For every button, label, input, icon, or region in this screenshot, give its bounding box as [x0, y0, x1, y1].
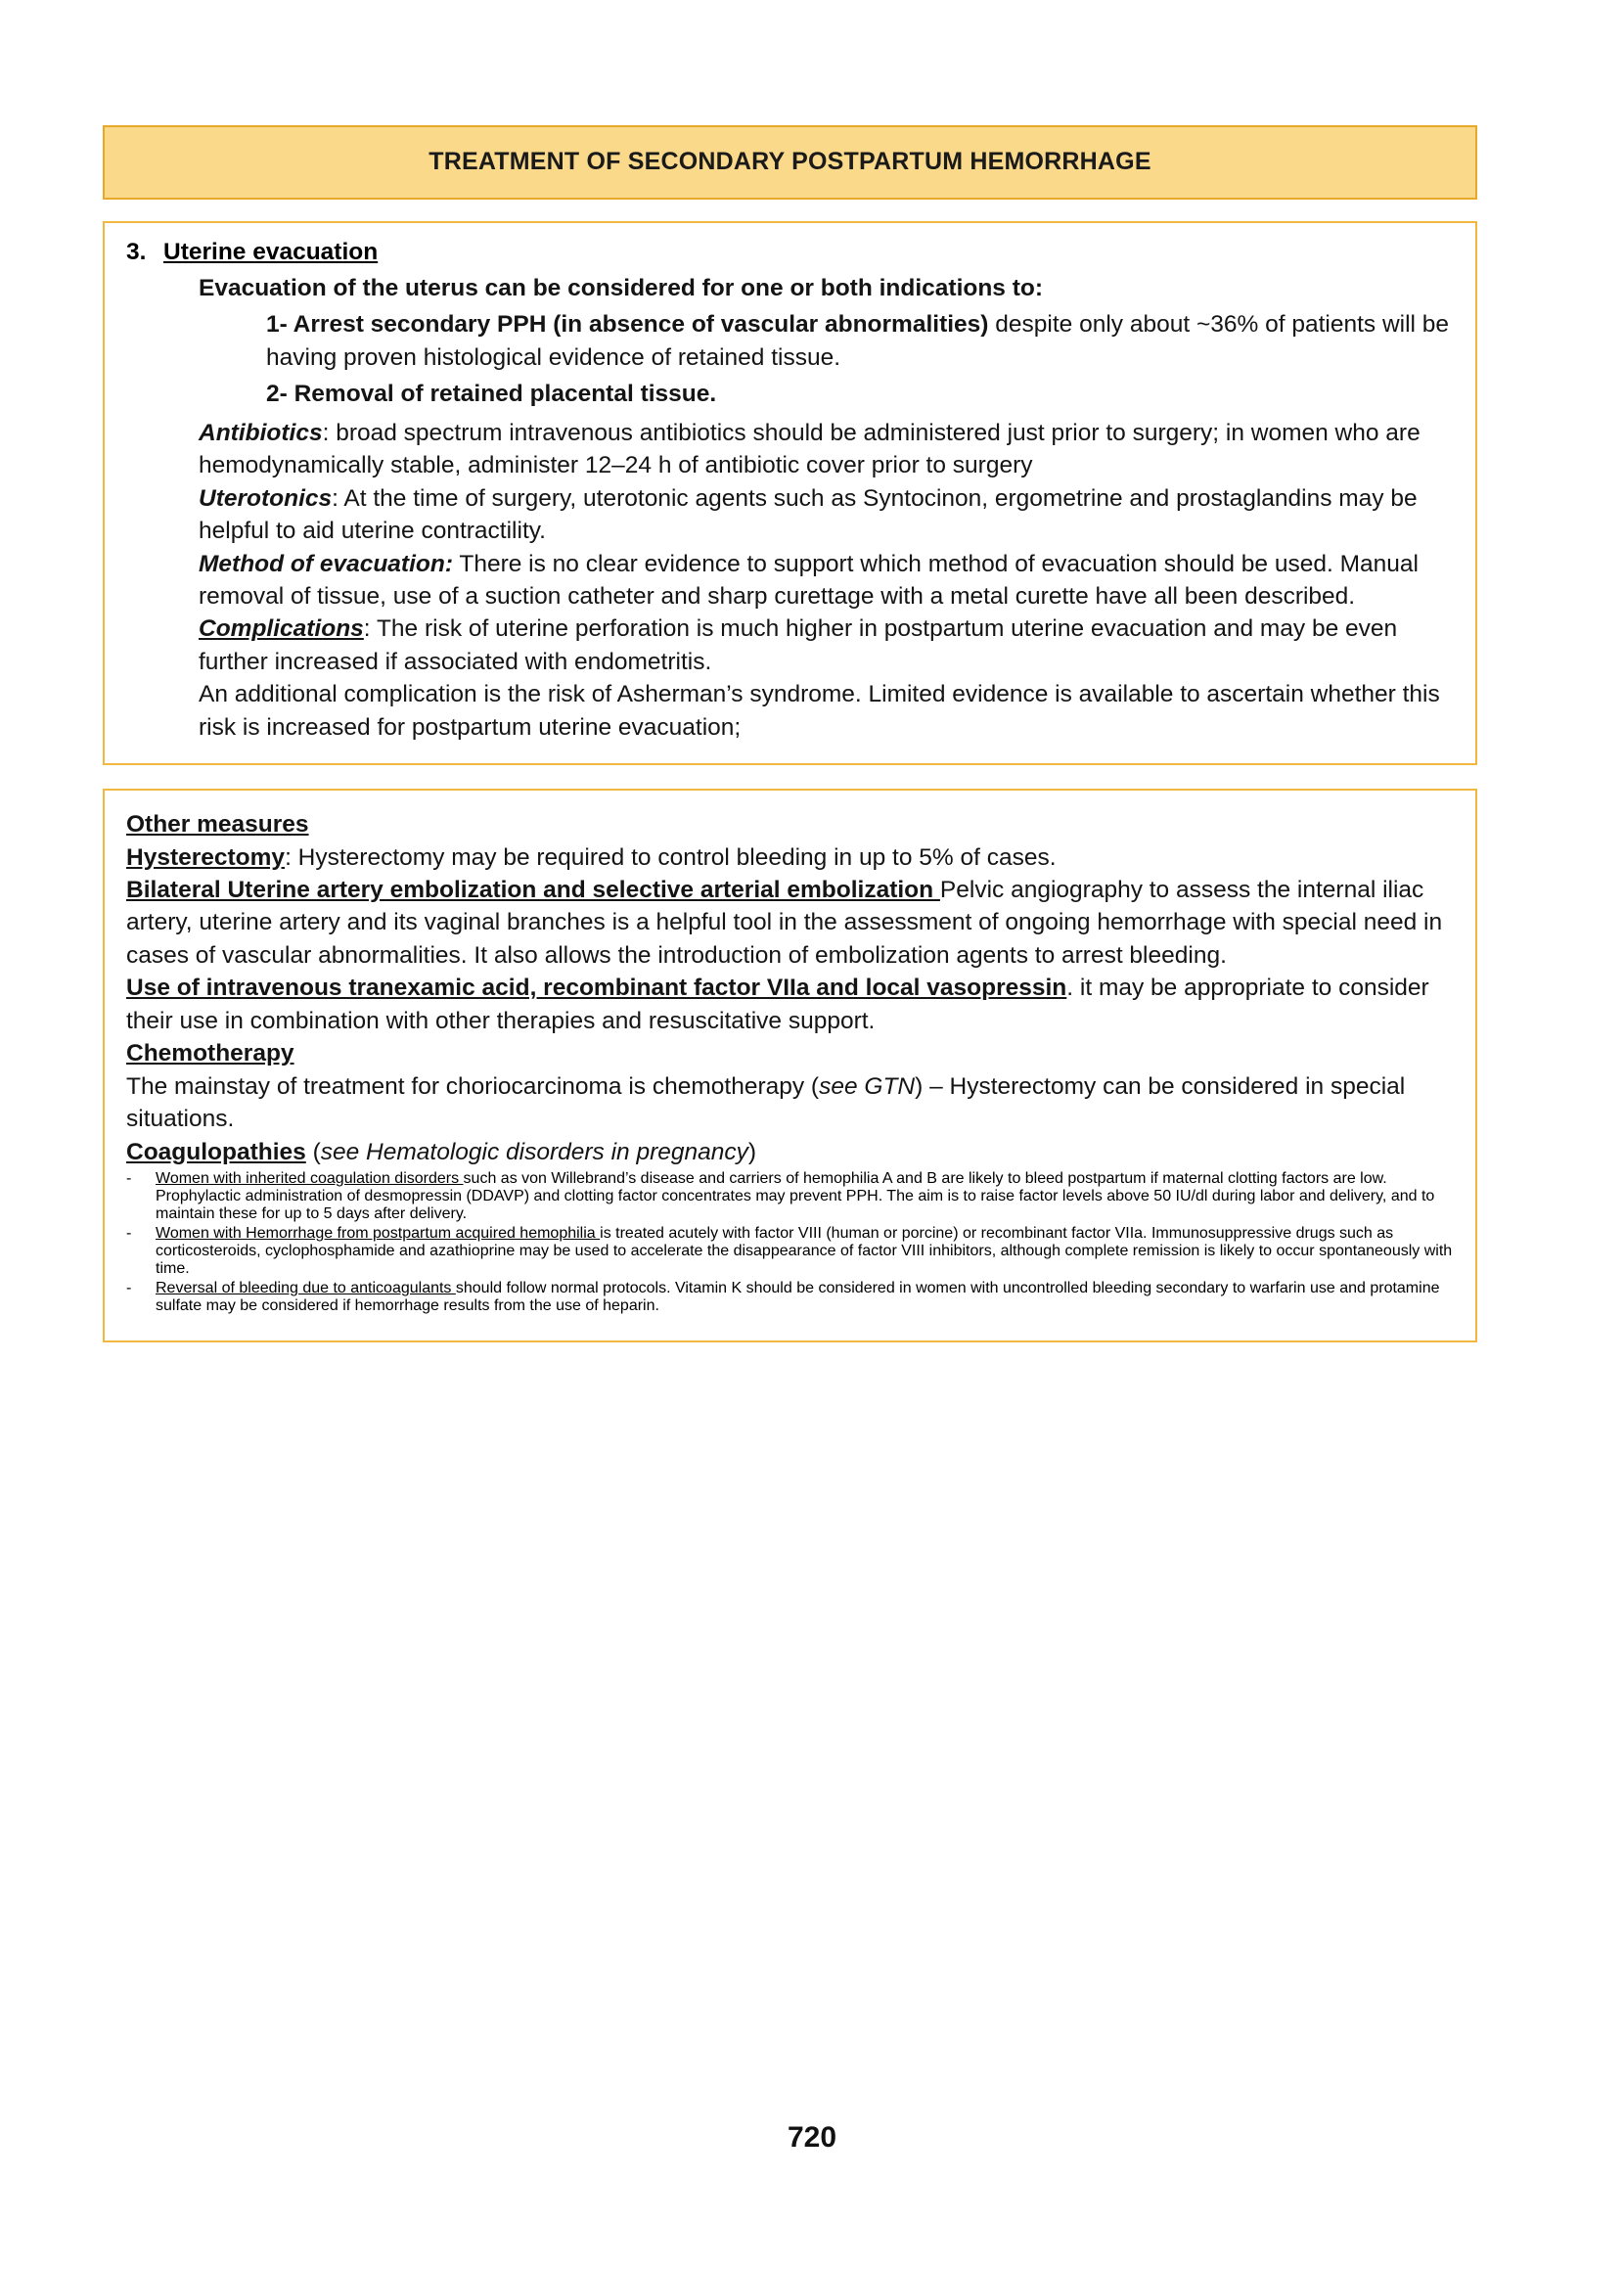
antibiotics-paragraph — [199, 417, 1454, 482]
other-measures-heading: Other measures — [126, 811, 309, 839]
page-title-banner: TREATMENT OF SECONDARY POSTPARTUM HEMORRHAGE — [103, 125, 1477, 200]
bullet-body — [156, 1225, 1454, 1278]
coagulopathies-italic: see Hematologic disorders in pregnancy — [320, 1138, 748, 1165]
bullet-underlined: Women with inherited coagulation disorders — [156, 1169, 464, 1187]
hysterectomy-text: : Hysterectomy may be required to control bleeding in up to 5% of cases. — [285, 843, 1057, 871]
embolization-paragraph — [126, 874, 1454, 972]
chemotherapy-italic: see GTN — [819, 1072, 916, 1100]
uterotonics-paragraph — [199, 482, 1454, 548]
coagulopathies-paren-close: ) — [747, 1138, 757, 1165]
chemotherapy-text-1: The mainstay of treatment for choriocarcinoma is chemotherapy ( — [126, 1072, 820, 1100]
embolization-text: Pelvic angiography to assess the internal iliac artery, uterine artery and its vaginal branches is a helpful tool in the assessment of ongoing hemorrhage with special need in cases of vascular abnormalities. It also allows the introduction of embolization agents to arrest bleeding. — [126, 877, 1443, 969]
chemotherapy-text-2: ) – Hysterectomy can be considered in special situations. — [126, 1072, 1406, 1133]
bullet-dash: - — [126, 1279, 132, 1296]
antibiotics-label: Antibiotics — [199, 419, 323, 446]
uterotonics-label: Uterotonics — [199, 484, 333, 512]
tranexamic-label: Use of intravenous tranexamic acid, recombinant factor VIIa and local vasopressin — [126, 975, 1067, 1002]
tranexamic-text: . it may be appropriate to consider their use in combination with other therapies and resuscitative support. — [126, 975, 1429, 1034]
method-paragraph — [199, 548, 1454, 613]
uterine-evacuation-box — [103, 221, 1477, 765]
section-number: 3. — [126, 239, 147, 265]
complications-text: : The risk of uterine perforation is much higher in postpartum uterine evacuation and may be even further increased if associated with endometritis. — [199, 615, 1398, 675]
chemotherapy-paragraph — [126, 1070, 1454, 1136]
list-item — [126, 1225, 1454, 1278]
bullet-underlined: Women with Hemorrhage from postpartum acquired hemophilia — [156, 1224, 601, 1242]
indication-1 — [266, 308, 1454, 374]
bullet-text: should follow normal protocols. Vitamin K should be considered in women with uncontrolled bleeding secondary to warfarin use and protamine sulfate may be considered if hemorrhage results from the use of heparin. — [156, 1279, 1440, 1314]
bullet-dash: - — [126, 1169, 132, 1187]
coagulopathies-heading — [126, 1136, 1454, 1168]
uterine-intro: Evacuation of the uterus can be considered for one or both indications to: — [199, 275, 1044, 301]
method-text: There is no clear evidence to support which method of evacuation should be used. Manual removal of tissue, use of a suction catheter and sharp curettage with a metal curette have all been described. — [199, 550, 1419, 610]
other-measures-box — [103, 789, 1477, 1342]
bullet-text: such as von Willebrand’s disease and carriers of hemophilia A and B are likely to bleed postpartum if maternal clotting factors are low. Prophylactic administration of desmopressin (DDAVP) and clotting factor concentrates may prevent PPH. The aim is to raise factor levels above 50 IU/dl during labor and delivery, and to maintain these for up to 5 days after delivery. — [156, 1169, 1435, 1222]
indication-2: 2- Removal of retained placental tissue. — [266, 381, 717, 408]
section-title: Uterine evacuation — [163, 239, 379, 265]
bullet-body — [156, 1170, 1454, 1223]
list-item — [126, 1280, 1454, 1315]
additional-complication-paragraph: An additional complication is the risk of Asherman’s syndrome. Limited evidence is available to ascertain whether this risk is increased for postpartum uterine evacuation; — [199, 681, 1440, 741]
tranexamic-paragraph — [126, 972, 1454, 1037]
method-label: Method of evacuation: — [199, 550, 453, 577]
indication-1-bold: 1- Arrest secondary PPH (in absence of vascular abnormalities) — [266, 311, 989, 339]
antibiotics-text: : broad spectrum intravenous antibiotics should be administered just prior to surgery; in women who are hemodynamically stable, administer 12–24 h of antibiotic cover prior to surgery — [199, 419, 1421, 479]
page-number: 720 — [787, 2121, 837, 2154]
embolization-label: Bilateral Uterine artery embolization and selective arterial embolization — [126, 877, 940, 903]
indication-1-rest: despite only about ~36% of patients will be having proven histological evidence of retained tissue. — [266, 311, 1450, 371]
coagulopathies-paren-open: ( — [305, 1138, 321, 1165]
section-heading-uterine — [126, 239, 1454, 266]
hysterectomy-label: Hysterectomy — [126, 843, 286, 871]
bullet-body — [156, 1280, 1454, 1315]
bullet-dash: - — [126, 1224, 132, 1242]
hysterectomy-paragraph — [126, 841, 1454, 874]
complications-paragraph — [199, 613, 1454, 678]
coagulopathies-label: Coagulopathies — [126, 1138, 306, 1165]
complications-label: Complications — [199, 615, 364, 643]
bullet-underlined: Reversal of bleeding due to anticoagulants — [156, 1279, 456, 1296]
uterotonics-text: : At the time of surgery, uterotonic agents such as Syntocinon, ergometrine and prostaglandins may be helpful to aid uterine contractility. — [199, 484, 1418, 545]
list-item — [126, 1170, 1454, 1223]
chemotherapy-heading: Chemotherapy — [126, 1040, 294, 1067]
bullet-text: is treated acutely with factor VIII (human or porcine) or recombinant factor VIIa. Immunosuppressive drugs such as corticosteroids, cyclophosphamide and azathioprine may be used to accelerate the disappearance of factor VIII inhibitors, although complete remission is likely to occur spontaneously with time. — [156, 1224, 1453, 1277]
